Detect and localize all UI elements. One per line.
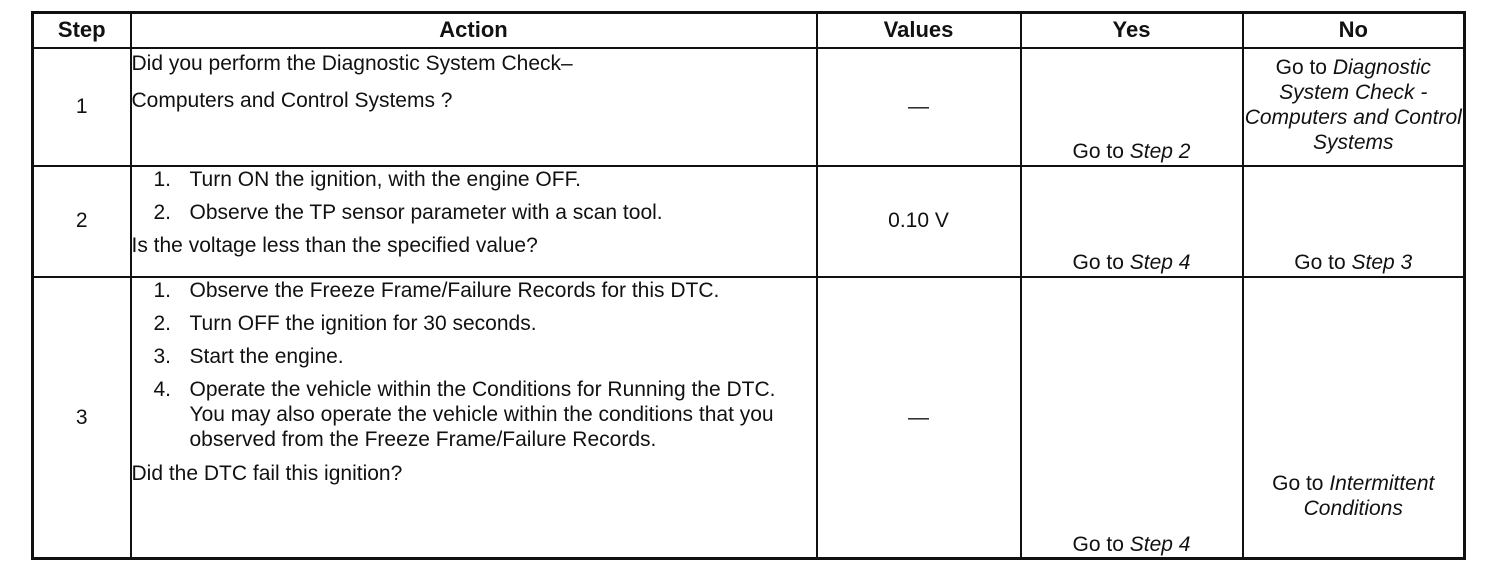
action-cell (131, 166, 817, 277)
no-cell (1243, 277, 1465, 559)
step-number: 1 (33, 48, 131, 166)
instruction-item (132, 344, 816, 369)
goto-procedure-link[interactable]: Intermittent Conditions (1303, 471, 1435, 520)
no-cell (1243, 48, 1465, 166)
instruction-item (132, 377, 816, 453)
value-text: — (908, 94, 929, 118)
goto-prefix: Go to (1294, 251, 1346, 275)
table-row-step-2 (33, 166, 1465, 277)
values-cell (817, 48, 1021, 166)
value-text: — (908, 405, 929, 429)
goto-prefix: Go to (1272, 471, 1324, 495)
action-cell (131, 277, 817, 559)
goto-prefix: Go to (1275, 55, 1327, 79)
question-text: Is the voltage less than the specified value? (131, 233, 538, 257)
header-step: Step (33, 13, 131, 48)
header-row (33, 13, 1465, 48)
instruction-text: Observe the Freeze Frame/Failure Records for this DTC. (189, 278, 720, 302)
instruction-text: Operate the vehicle within the Conditions for Running the DTC. You may also operate the vehicle within the conditions that you observed from the Freeze Frame/Failure Records. (189, 378, 776, 452)
instruction-item (132, 311, 816, 336)
goto-step-link[interactable]: Step 3 (1351, 251, 1413, 275)
value-text: 0.10 V (888, 209, 949, 233)
header-yes: Yes (1021, 13, 1243, 48)
instruction-item (132, 200, 816, 225)
yes-cell (1021, 48, 1243, 166)
instruction-number: 1. (153, 278, 172, 302)
values-cell (817, 277, 1021, 559)
question-text: Did the DTC fail this ignition? (131, 461, 403, 485)
goto-prefix: Go to (1072, 140, 1124, 164)
diagnostic-table (31, 11, 1466, 560)
goto-prefix: Go to (1072, 251, 1124, 275)
instruction-number: 2. (153, 200, 172, 224)
step-number: 2 (33, 166, 131, 277)
instruction-item (132, 167, 816, 192)
instruction-number: 2. (153, 311, 172, 335)
action-cell (131, 48, 817, 166)
goto-procedure-link[interactable]: Diagnostic System Check - Computers and Control Systems (1244, 55, 1462, 155)
header-values: Values (817, 13, 1021, 48)
instruction-number: 3. (153, 344, 172, 368)
goto-step-link[interactable]: Step 4 (1129, 532, 1191, 556)
instruction-list (132, 278, 816, 453)
instruction-number: 4. (153, 378, 172, 402)
instruction-text: Observe the TP sensor parameter with a scan tool. (189, 200, 663, 224)
step-number: 3 (33, 277, 131, 559)
instruction-number: 1. (153, 167, 172, 191)
header-no: No (1243, 13, 1465, 48)
question-line: Did you perform the Diagnostic System Check– (131, 51, 573, 75)
goto-step-link[interactable]: Step 4 (1129, 251, 1191, 275)
values-cell (817, 166, 1021, 277)
instruction-item (132, 278, 816, 303)
instruction-text: Turn ON the ignition, with the engine OFF. (189, 167, 581, 191)
instruction-list (132, 167, 816, 225)
no-cell (1243, 166, 1465, 277)
table-row-step-3 (33, 277, 1465, 559)
instruction-text: Start the engine. (189, 344, 344, 368)
yes-cell (1021, 277, 1243, 559)
table-row-step-1 (33, 48, 1465, 166)
goto-step-link[interactable]: Step 2 (1129, 140, 1191, 164)
header-action: Action (131, 13, 817, 48)
yes-cell (1021, 166, 1243, 277)
instruction-text: Turn OFF the ignition for 30 seconds. (189, 311, 537, 335)
question-line: Computers and Control Systems ? (131, 89, 453, 113)
goto-prefix: Go to (1072, 532, 1124, 556)
